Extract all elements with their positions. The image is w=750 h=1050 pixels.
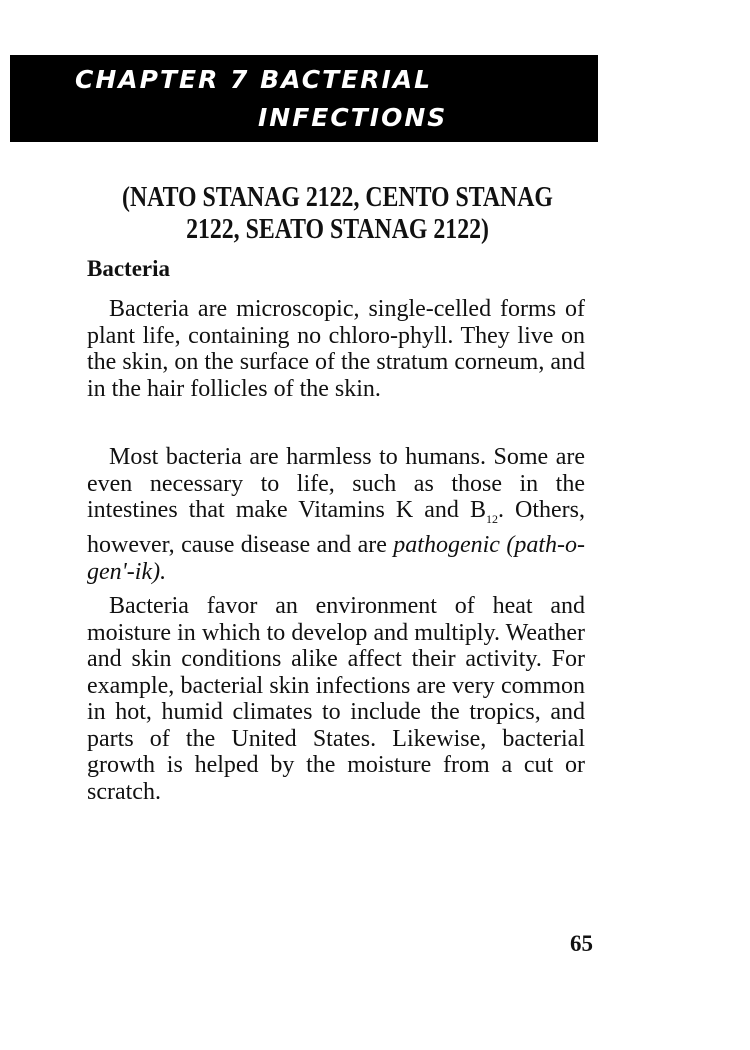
stanag-subtitle: (NATO STANAG 2122, CENTO STANAG 2122, SEATO STANAG 2122) [122, 182, 553, 245]
paragraph-3: Bacteria favor an environment of heat and moisture in which to develop and multiply. Weather and skin conditions alike affect their activity. For example, bacterial skin infections are very common in hot, humid climates to include the tropics, and parts of the United States. Likewise, bacterial growth is helped by the moisture from a cut or scratch. [87, 593, 585, 805]
paragraph-2-text-b: . Others, however, cause disease and are [87, 497, 586, 559]
vitamin-subscript: 12 [485, 511, 498, 526]
paragraph-2-text-a: Most bacteria are harmless to humans. Some are even necessary to life, such as those in the intestines that make Vitamins K and B [87, 444, 585, 523]
pathogenic-term: pathogenic (path-o-gen'-ik). [87, 532, 585, 585]
page-number: 65 [570, 931, 593, 956]
chapter-title-line-2: INFECTIONS [258, 103, 448, 132]
paragraph-2 [87, 444, 585, 585]
chapter-title-line-1: CHAPTER 7 BACTERIAL [75, 65, 433, 94]
paragraph-1: Bacteria are microscopic, single-celled forms of plant life, containing no chloro-phyll. They live on the skin, on the surface of the stratum corneum, and in the hair follicles of the skin. [87, 296, 585, 402]
chapter-banner [10, 55, 598, 142]
section-heading: Bacteria [87, 256, 171, 281]
